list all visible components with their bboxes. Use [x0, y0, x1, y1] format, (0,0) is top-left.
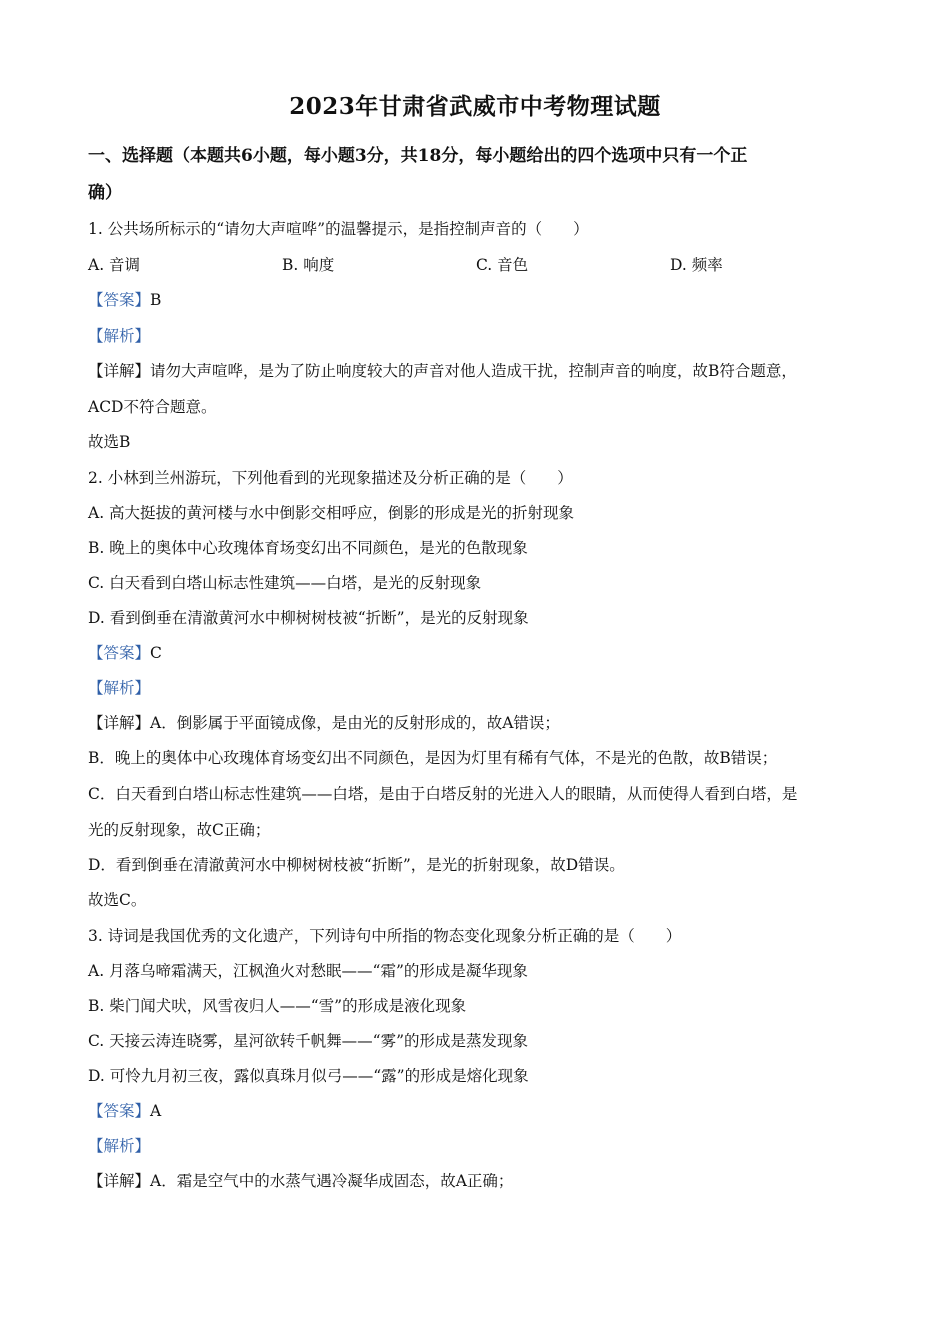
detail-tag: 【详解】 [88, 714, 151, 732]
question-1-option-c: C. 音色 [476, 256, 529, 274]
question-2-answer-line [88, 643, 162, 663]
question-2-option-c: C. 白天看到白塔山标志性建筑——白塔，是光的反射现象 [88, 574, 482, 592]
question-2-detail-b: B．晚上的奥体中心玫瑰体育场变幻出不同颜色，是因为灯里有稀有气体，不是光的色散，故B错误； [88, 749, 778, 767]
page-title: 2023年甘肃省武威市中考物理试题 [289, 93, 661, 120]
answer-tag: 【答案】 [88, 291, 151, 309]
question-2-detail-c-line1: C．白天看到白塔山标志性建筑——白塔，是由于白塔反射的光进入人的眼睛，从而使得人看到白塔，是 [88, 785, 798, 803]
section-heading-line1: 一、选择题（本题共6小题，每小题3分，共18分，每小题给出的四个选项中只有一个正 [88, 146, 748, 166]
question-2-option-d: D. 看到倒垂在清澈黄河水中柳树树枝被“折断”，是光的反射现象 [88, 609, 529, 627]
question-3-option-b: B. 柴门闻犬吠，风雪夜归人——“雪”的形成是液化现象 [88, 997, 467, 1015]
question-2-stem: 2. 小林到兰州游玩，下列他看到的光现象描述及分析正确的是（ ） [88, 469, 573, 487]
question-3-stem: 3. 诗词是我国优秀的文化遗产，下列诗句中所指的物态变化现象分析正确的是（ ） [88, 927, 682, 945]
detail-tag: 【详解】 [88, 362, 151, 380]
answer-value: B [150, 291, 162, 309]
question-1-analysis-tag: 【解析】 [88, 327, 151, 345]
question-3-option-a: A. 月落乌啼霜满天，江枫渔火对愁眠——“霜”的形成是凝华现象 [88, 962, 528, 980]
question-3-option-c: C. 天接云涛连晓雾，星河欲转千帆舞——“雾”的形成是蒸发现象 [88, 1032, 529, 1050]
question-3-answer-line [88, 1101, 161, 1121]
section-heading-line2: 确） [88, 183, 122, 203]
question-2-analysis-tag: 【解析】 [88, 679, 151, 697]
question-1-option-a: A. 音调 [88, 256, 141, 274]
question-1-detail-line2: ACD不符合题意。 [88, 398, 217, 416]
question-3-analysis-tag: 【解析】 [88, 1137, 151, 1155]
question-2-conclusion: 故选C。 [88, 891, 147, 909]
detail-tag: 【详解】 [88, 1172, 151, 1190]
question-1-detail-line1 [88, 361, 797, 381]
question-1-option-b: B. 响度 [282, 256, 335, 274]
question-2-detail-c-line2: 光的反射现象，故C正确； [88, 821, 271, 839]
detail-text: 请勿大声喧哗，是为了防止响度较大的声音对他人造成干扰，控制声音的响度，故B符合题意， [150, 362, 797, 380]
question-1-answer-line [88, 290, 161, 310]
question-3-option-d: D. 可怜九月初三夜，露似真珠月似弓——“露”的形成是熔化现象 [88, 1067, 529, 1085]
question-1-option-d: D. 频率 [670, 256, 723, 274]
answer-tag: 【答案】 [88, 1102, 151, 1120]
question-2-detail-d: D．看到倒垂在清澈黄河水中柳树树枝被“折断”，是光的折射现象，故D错误。 [88, 856, 625, 874]
question-1-stem: 1. 公共场所标示的“请勿大声喧哗”的温馨提示，是指控制声音的（ ） [88, 220, 589, 238]
question-2-option-b: B. 晚上的奥体中心玫瑰体育场变幻出不同颜色，是光的色散现象 [88, 539, 528, 557]
answer-value: C [150, 644, 162, 662]
question-2-detail-a [88, 713, 560, 733]
question-1-conclusion: 故选B [88, 433, 131, 451]
question-3-detail-a [88, 1171, 513, 1191]
detail-text: A．霜是空气中的水蒸气遇冷凝华成固态，故A正确； [150, 1172, 514, 1190]
answer-tag: 【答案】 [88, 644, 151, 662]
detail-text: A．倒影属于平面镜成像，是由光的反射形成的，故A错误； [150, 714, 560, 732]
question-2-option-a: A. 高大挺拔的黄河楼与水中倒影交相呼应，倒影的形成是光的折射现象 [88, 504, 575, 522]
answer-value: A [150, 1102, 162, 1120]
